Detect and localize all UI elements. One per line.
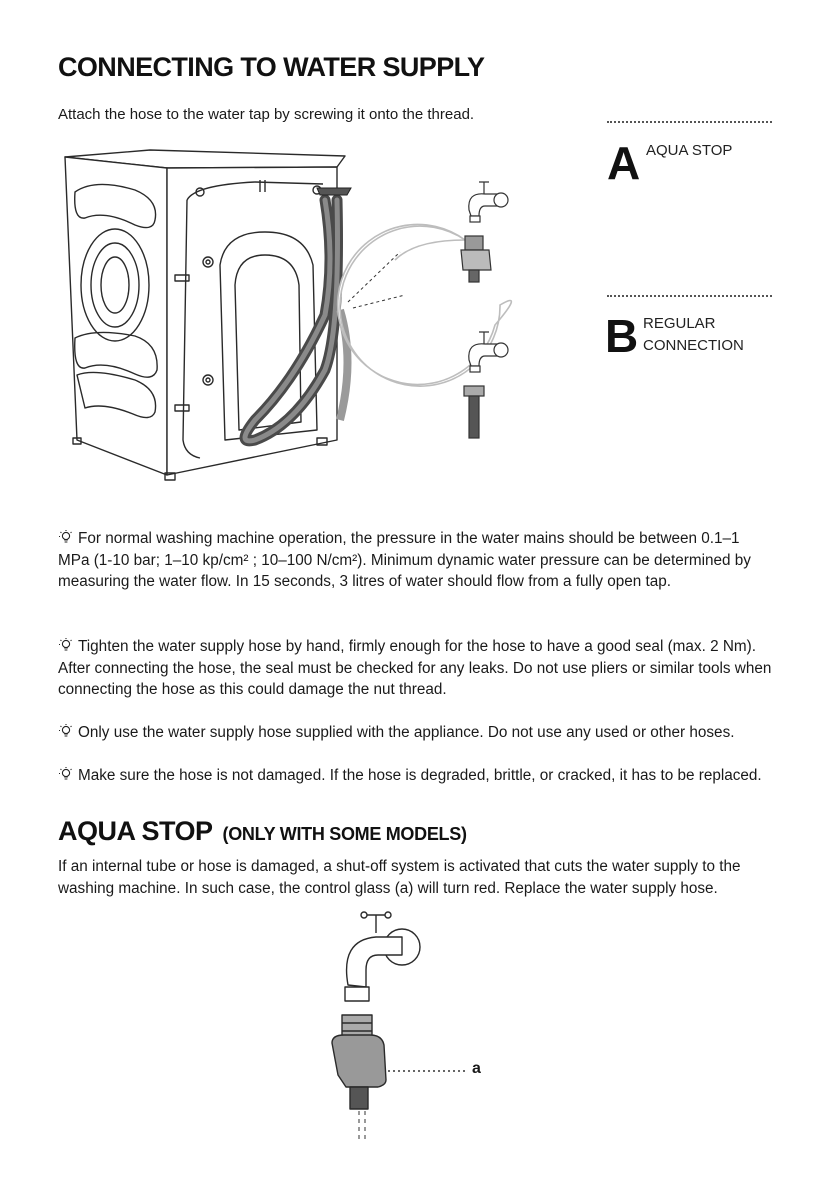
- option-b-label-line2: CONNECTION: [643, 337, 744, 354]
- aqua-stop-subtitle: (ONLY WITH SOME MODELS): [222, 824, 467, 844]
- tip-pressure-text: For normal washing machine operation, the pressure in the water mains should be between 0.1–1 MPa (1-10 bar; 1–10 kp/cm² ; 10–100 N/cm²). Minimum dynamic water pressure can be determined by measuring the water flow. In 15 seconds, 3 litres of water should flow from a fully open tap.: [58, 530, 751, 590]
- tip-damage: [58, 765, 774, 787]
- option-a-divider: [607, 121, 772, 123]
- option-b-letter: B: [605, 310, 639, 362]
- lightbulb-icon: [58, 766, 73, 782]
- aqua-stop-illustration: [320, 905, 480, 1140]
- option-a-letter: A: [607, 137, 641, 189]
- aqua-stop-heading: [58, 816, 467, 847]
- intro-text: Attach the hose to the water tap by screwing it onto the thread.: [58, 106, 475, 123]
- tip-pressure: [58, 528, 774, 593]
- machine-illustration: [55, 140, 555, 485]
- tip-supplied-hose-text: Only use the water supply hose supplied with the appliance. Do not use any used or other hoses.: [78, 724, 735, 741]
- tip-tighten: [58, 636, 774, 701]
- tip-tighten-text: Tighten the water supply hose by hand, firmly enough for the hose to have a good seal (max. 2 Nm). After connecting the hose, the seal must be checked for any leaks. Do not use pliers or similar tools when connecting the hose as this could damage the nut thread.: [58, 638, 772, 698]
- lightbulb-icon: [58, 637, 73, 653]
- aqua-stop-text: If an internal tube or hose is damaged, a shut-off system is activated that cuts the water supply to the washing machine. In such case, the control glass (a) will turn red. Replace the water supply hose.: [58, 858, 741, 897]
- page-title: CONNECTING TO WATER SUPPLY: [58, 52, 485, 82]
- option-a-label: AQUA STOP: [646, 142, 733, 159]
- option-b-label-line1: REGULAR: [643, 315, 716, 332]
- control-glass-callout: a: [472, 1060, 481, 1077]
- tip-damage-text: Make sure the hose is not damaged. If the hose is degraded, brittle, or cracked, it has to be replaced.: [78, 767, 762, 784]
- option-b-divider: [607, 295, 772, 297]
- lightbulb-icon: [58, 529, 73, 545]
- tip-supplied-hose: [58, 722, 774, 744]
- lightbulb-icon: [58, 723, 73, 739]
- aqua-stop-title: AQUA STOP: [58, 816, 213, 846]
